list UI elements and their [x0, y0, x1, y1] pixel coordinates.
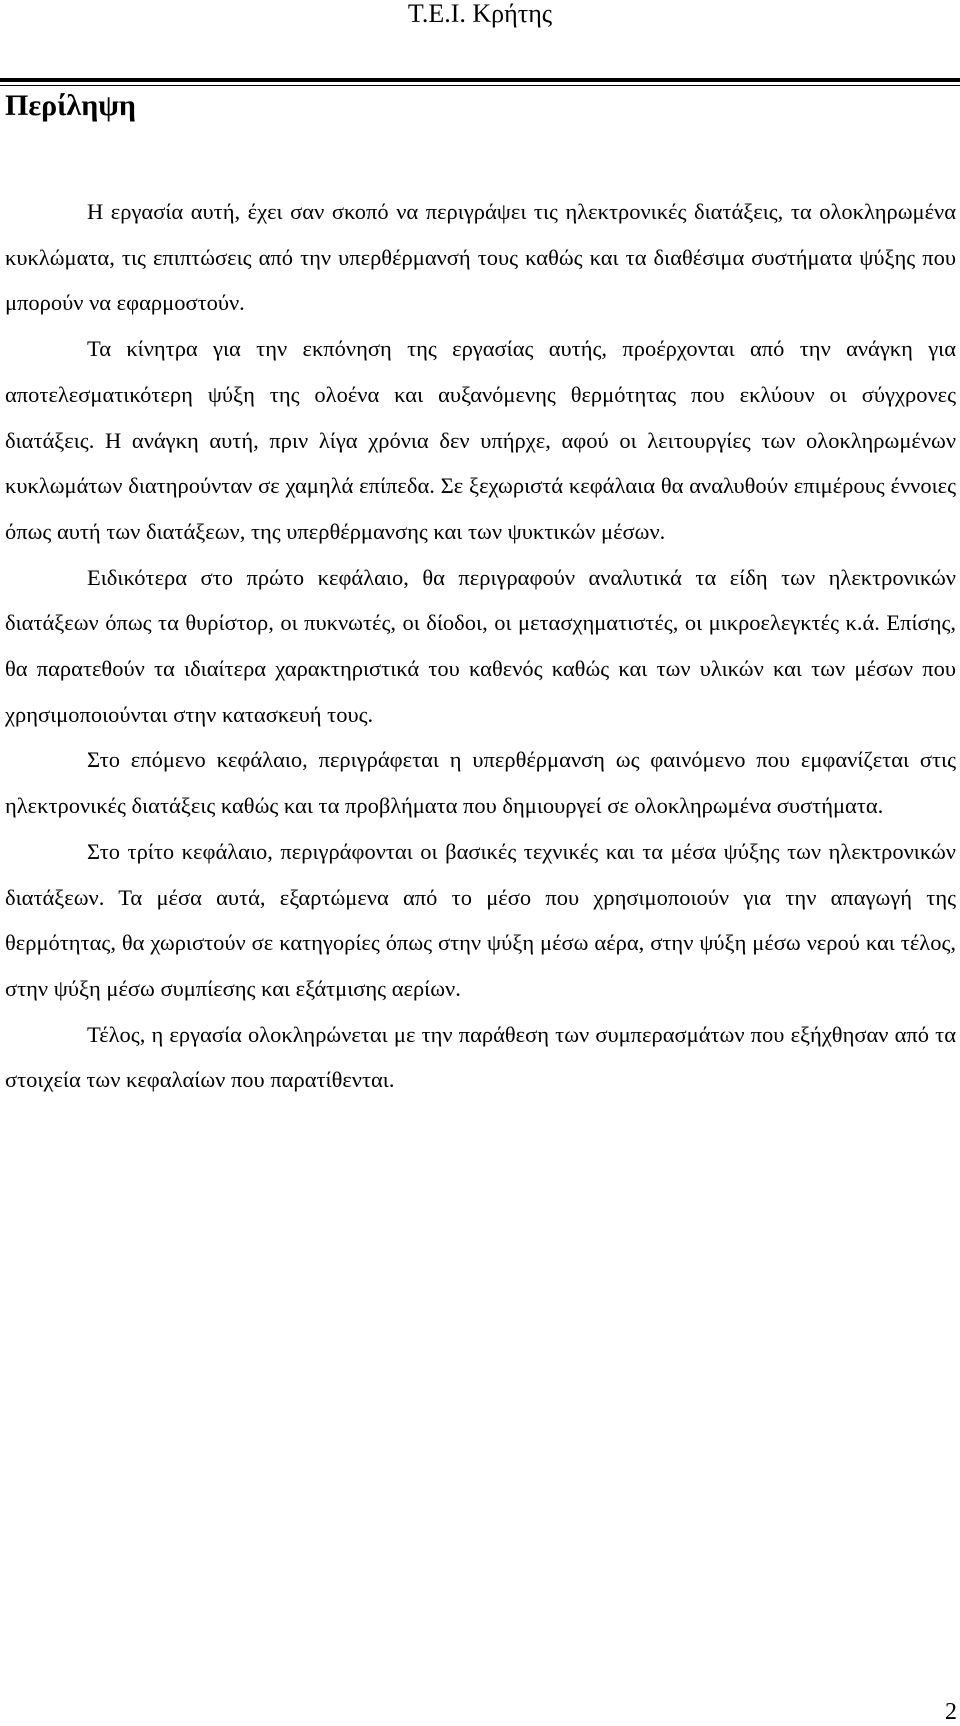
running-header: Τ.Ε.Ι. Κρήτης — [407, 0, 553, 28]
paragraph: Η εργασία αυτή, έχει σαν σκοπό να περιγράψει τις ηλεκτρονικές διατάξεις, τα ολοκληρωμένα κυκλώματα, τις επιπτώσεις από την υπερθέρμανσή τους καθώς και τα διαθέσιμα συστήματα ψύξης που μπορούν να εφαρμοστούν. — [5, 199, 956, 316]
page-number: 2 — [945, 1699, 957, 1725]
abstract-body — [5, 189, 956, 1103]
section-heading: Περίληψη — [5, 89, 136, 122]
paragraph: Στο επόμενο κεφάλαιο, περιγράφεται η υπερθέρμανση ως φαινόμενο που εμφανίζεται στις ηλεκτρονικές διατάξεις καθώς και τα προβλήματα που δημιουργεί σε ολοκληρωμένα συστήματα. — [5, 747, 956, 819]
header-rule-thin — [0, 85, 960, 86]
header-rule-thick — [0, 78, 960, 82]
paragraph: Τέλος, η εργασία ολοκληρώνεται με την παράθεση των συμπερασμάτων που εξήχθησαν από τα στοιχεία των κεφαλαίων που παρατίθενται. — [5, 1021, 956, 1093]
paragraph: Ειδικότερα στο πρώτο κεφάλαιο, θα περιγραφούν αναλυτικά τα είδη των ηλεκτρονικών διατάξεων όπως τα θυρίστορ, οι πυκνωτές, οι δίοδοι, οι μετασχηματιστές, οι μικροελεγκτές κ.ά. Επίσης, θα παρατεθούν τα ιδιαίτερα χαρακτηριστικά του καθενός καθώς και των υλικών και των μέσων που χρησιμοποιούνται στην κατασκευή τους. — [5, 564, 956, 727]
paragraph: Στο τρίτο κεφάλαιο, περιγράφονται οι βασικές τεχνικές και τα μέσα ψύξης των ηλεκτρονικών διατάξεων. Τα μέσα αυτά, εξαρτώμενα από το μέσο που χρησιμοποιούν για την απαγωγή της θερμότητας, θα χωριστούν σε κατηγορίες όπως στην ψύξη μέσω αέρα, στην ψύξη μέσω νερού και τέλος, στην ψύξη μέσω συμπίεσης και εξάτμισης αερίων. — [5, 838, 956, 1001]
paragraph: Τα κίνητρα για την εκπόνηση της εργασίας αυτής, προέρχονται από την ανάγκη για αποτελεσματικότερη ψύξη της ολοένα και αυξανόμενης θερμότητας που εκλύουν οι σύγχρονες διατάξεις. Η ανάγκη αυτή, πριν λίγα χρόνια δεν υπήρχε, αφού οι λειτουργίες των ολοκληρωμένων κυκλωμάτων διατηρούνταν σε χαμηλά επίπεδα. Σε ξεχωριστά κεφάλαια θα αναλυθούν επιμέρους έννοιες όπως αυτή των διατάξεων, της υπερθέρμανσης και των ψυκτικών μέσων. — [5, 336, 956, 544]
